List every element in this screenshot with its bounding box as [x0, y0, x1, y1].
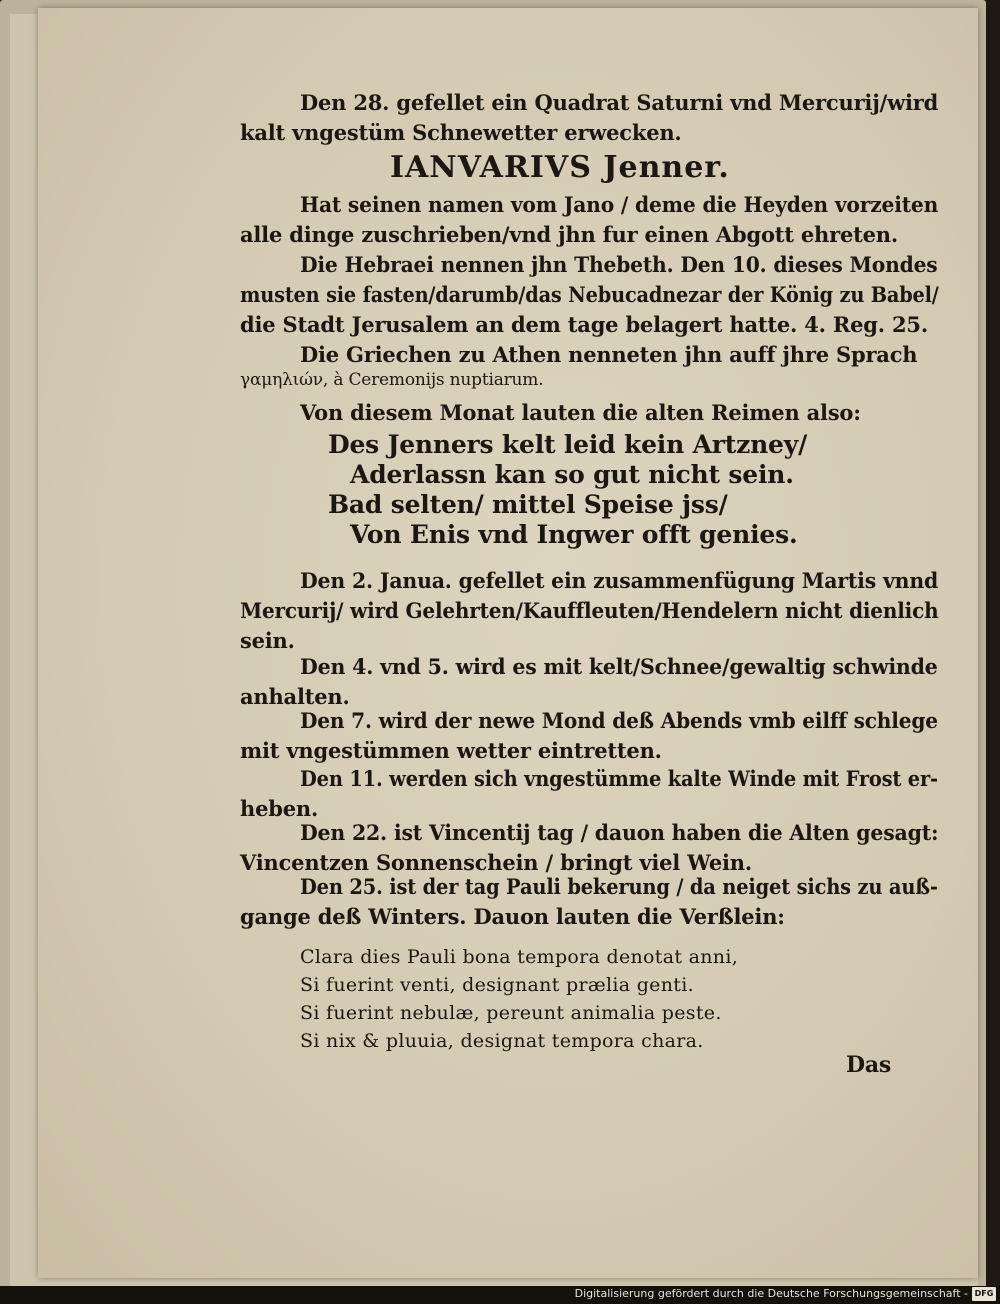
text-line: Den 2. Janua. gefellet ein zusammenfügung Martis vnnd — [300, 568, 939, 593]
latin-verse: Si nix & pluuia, designat tempora chara. — [300, 1030, 704, 1052]
text-line: Die Griechen zu Athen nenneten jhn auff jhre Sprach — [300, 342, 918, 367]
text-line: Den 25. ist der tag Pauli bekerung / da neiget sichs zu auß- — [300, 874, 938, 899]
text-line: Den 28. gefellet ein Quadrat Saturni vnd Mercurij/wird — [300, 90, 939, 115]
text-line: γαμηλιών, à Ceremonijs nuptiarum. — [240, 370, 544, 390]
text-line: gange deß Winters. Dauon lauten die Verßlein: — [240, 904, 785, 929]
text-line: Mercurij/ wird Gelehrten/Kauffleuten/Hendelern nicht dienlich — [240, 598, 939, 623]
funding-credit: Digitalisierung gefördert durch die Deutsche Forschungsgemeinschaft - — [574, 1287, 968, 1300]
text-line: musten sie fasten/darumb/das Nebucadnezar der König zu Babel/ — [240, 282, 939, 307]
text-line: Vincentzen Sonnenschein / bringt viel Wein. — [240, 850, 752, 875]
text-line: heben. — [240, 796, 319, 821]
catchword: Das — [846, 1052, 892, 1078]
text-line: mit vngestümmen wetter eintretten. — [240, 738, 662, 763]
dfg-logo: DFG — [972, 1287, 996, 1301]
rhyme-line: Bad selten/ mittel Speise jss/ — [328, 490, 728, 519]
rhyme-line: Von Enis vnd Ingwer offt genies. — [350, 520, 798, 549]
month-heading: IANVARIVS Jenner. — [390, 150, 730, 185]
text-line: Von diesem Monat lauten die alten Reimen also: — [300, 400, 861, 425]
text-line: Den 22. ist Vincentij tag / dauon haben die Alten gesagt: — [300, 820, 939, 845]
text-line: die Stadt Jerusalem an dem tage belagert hatte. 4. Reg. 25. — [240, 312, 928, 337]
text-line: anhalten. — [240, 684, 350, 709]
latin-verse: Si fuerint venti, designant prælia genti. — [300, 974, 694, 996]
latin-verse: Clara dies Pauli bona tempora denotat anni, — [300, 946, 739, 968]
latin-verse: Si fuerint nebulæ, pereunt animalia peste. — [300, 1002, 722, 1024]
scanned-page — [38, 8, 978, 1278]
rhyme-line: Des Jenners kelt leid kein Artzney/ — [328, 430, 808, 459]
text-line: Den 4. vnd 5. wird es mit kelt/Schnee/gewaltig schwinde — [300, 654, 938, 679]
text-line: Hat seinen namen vom Jano / deme die Heyden vorzeiten — [300, 192, 939, 217]
text-line: Die Hebraei nennen jhn Thebeth. Den 10. dieses Mondes — [300, 252, 938, 277]
text-line: sein. — [240, 628, 295, 653]
text-line: kalt vngestüm Schnewetter erwecken. — [240, 120, 682, 145]
text-line: Den 11. werden sich vngestümme kalte Winde mit Frost er- — [300, 766, 938, 791]
rhyme-line: Aderlassn kan so gut nicht sein. — [350, 460, 794, 489]
text-line: alle dinge zuschrieben/vnd jhn fur einen Abgott ehreten. — [240, 222, 898, 247]
text-line: Den 7. wird der newe Mond deß Abends vmb eilff schlege — [300, 708, 938, 733]
